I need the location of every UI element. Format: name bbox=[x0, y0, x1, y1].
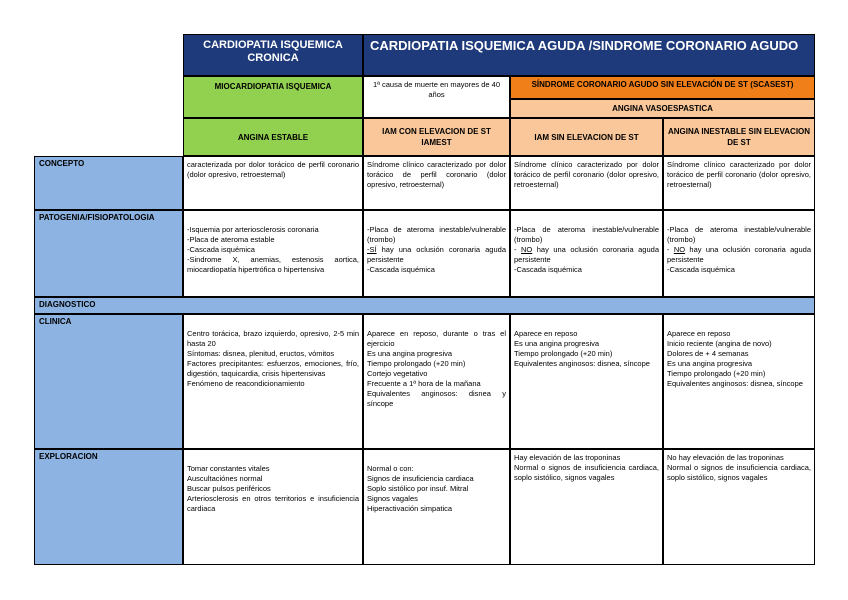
cell-line: -Cascada isquémica bbox=[187, 245, 255, 254]
cell-line: -Sindrome X, anemias, estenosis aortica, miocardiopatía hipertrófica o hipertensiva bbox=[187, 255, 359, 274]
row-label-clinica-text: CLINICA bbox=[39, 317, 72, 326]
header-causa-muerte-text: 1ª causa de muerte en mayores de 40 años bbox=[372, 80, 501, 99]
cell-text: - bbox=[514, 245, 521, 254]
cell-line: Normal o con: bbox=[367, 464, 414, 473]
cell-line: -Placa de ateroma inestable/vulnerable (trombo) bbox=[367, 225, 506, 244]
cell-text: Síndrome clínico caracterizado por dolor torácico de perfil coronario (dolor opresivo, retroesternal) bbox=[667, 160, 811, 189]
cell-line: Hiperactivación simpatica bbox=[367, 504, 453, 513]
cell-line: Fenómeno de reacondicionamiento bbox=[187, 379, 305, 388]
cell-line: Es una angina progresiva bbox=[514, 339, 600, 348]
col-angina-inestable bbox=[663, 118, 815, 156]
underlined-word: NO bbox=[673, 245, 686, 254]
row-label-clinica bbox=[34, 314, 183, 449]
cell-text: hay una oclusión coronaria aguda persistente bbox=[367, 245, 506, 264]
cell-line: Es una angina progresiva bbox=[667, 359, 753, 368]
comparison-table bbox=[34, 34, 815, 565]
cell-line: Frecuente a 1ª hora de la mañana bbox=[367, 379, 481, 388]
cell-text: caracterizada por dolor torácico de perfil coronario (dolor opresivo, retroesternal) bbox=[187, 160, 359, 179]
cell-text: hay una oclusión coronaria aguda persistente bbox=[667, 245, 811, 264]
row-label-diagnostico-text: DIAGNOSTICO bbox=[39, 300, 96, 309]
header-angina-vasoespastica bbox=[510, 99, 815, 118]
row-label-patogenia bbox=[34, 210, 183, 297]
cell-line: Equivalentes anginosos: disnea, síncope bbox=[667, 379, 803, 388]
cell-line: -Placa de ateroma inestable/vulnerable (trombo) bbox=[667, 225, 811, 244]
col-angina-estable-text: ANGINA ESTABLE bbox=[237, 132, 309, 142]
cell-text: Síndrome clínico caracterizado por dolor torácico de perfil coronario (dolor opresivo, retroesternal) bbox=[514, 160, 659, 189]
col-angina-estable bbox=[183, 118, 363, 156]
col-iam-sin bbox=[510, 118, 663, 156]
header-miocardiopatia-text: MIOCARDIOPATIA ISQUEMICA bbox=[214, 82, 332, 91]
cell-line: Aparece en reposo bbox=[514, 329, 578, 338]
header-causa-muerte bbox=[363, 76, 510, 118]
cell-line: Normal o signos de insuficiencia cardiaca, soplo sistólico, signos vagales bbox=[514, 463, 659, 482]
header-scasest-text: SÍNDROME CORONARIO AGUDO SIN ELEVACIÓN DE ST (SCASEST) bbox=[531, 80, 794, 89]
header-aguda-text: CARDIOPATIA ISQUEMICA AGUDA /SINDROME CORONARIO AGUDO bbox=[370, 38, 799, 53]
cell-line: Factores precipitantes: esfuerzos, emociones, frío, digestión, taquicardia, crisis hipertensivas bbox=[187, 359, 359, 378]
cell-line: Arteriosclerosis en otros territorios e insuficiencia cardiaca bbox=[187, 494, 359, 513]
cell-line: Es una angina progresiva bbox=[367, 349, 453, 358]
cell-line bbox=[667, 245, 811, 265]
cell-line: Tiempo prolongado (+20 min) bbox=[367, 359, 466, 368]
cell-exploracion-angina-inestable bbox=[663, 449, 815, 565]
cell-line: Cortejo vegetativo bbox=[367, 369, 428, 378]
cell-exploracion-iamest bbox=[363, 449, 510, 565]
cell-text: hay una oclusión coronaria aguda persistente bbox=[514, 245, 659, 264]
cell-line: Signos de insuficiencia cardiaca bbox=[367, 474, 474, 483]
row-label-concepto bbox=[34, 156, 183, 210]
cell-line: Aparece en reposo bbox=[667, 329, 731, 338]
cell-line: Buscar pulsos periféricos bbox=[187, 484, 271, 493]
cell-line: Hay elevación de las troponinas bbox=[514, 453, 621, 462]
header-scasest bbox=[510, 76, 815, 99]
cell-text: - bbox=[667, 245, 674, 254]
cell-line: -Placa de ateroma estable bbox=[187, 235, 275, 244]
cell-clinica-iam-sin bbox=[510, 314, 663, 449]
header-angina-vasoespastica-text: ANGINA VASOESPASTICA bbox=[612, 104, 713, 113]
row-label-exploracion bbox=[34, 449, 183, 565]
col-angina-inestable-text: ANGINA INESTABLE SIN ELEVACION DE ST bbox=[667, 127, 811, 147]
table-corner bbox=[34, 34, 183, 156]
cell-exploracion-iam-sin bbox=[510, 449, 663, 565]
cell-concepto-iamest bbox=[363, 156, 510, 210]
cell-line: Normal o signos de insuficiencia cardiaca, soplo sistólico, signos vagales bbox=[667, 463, 811, 482]
col-iam-sin-text: IAM SIN ELEVACION DE ST bbox=[534, 132, 639, 142]
cell-line: Aparece en reposo, durante o tras el ejercicio bbox=[367, 329, 506, 348]
cell-patogenia-iam-sin bbox=[510, 210, 663, 297]
row-label-diagnostico bbox=[34, 297, 815, 314]
cell-line: -Isquemia por arteriosclerosis coronaria bbox=[187, 225, 319, 234]
cell-patogenia-iamest bbox=[363, 210, 510, 297]
header-miocardiopatia bbox=[183, 76, 363, 118]
cell-line: Equivalentes anginosos: disnea y síncope bbox=[367, 389, 506, 408]
cell-line: Equivalentes anginosos: disnea, síncope bbox=[514, 359, 650, 368]
cell-patogenia-angina-estable bbox=[183, 210, 363, 297]
header-aguda bbox=[363, 34, 815, 76]
cell-line: Centro torácica, brazo izquierdo, opresivo, 2-5 min hasta 20 bbox=[187, 329, 359, 348]
cell-line: -Cascada isquémica bbox=[667, 265, 735, 274]
cell-line: Dolores de + 4 semanas bbox=[667, 349, 749, 358]
cell-line: Tomar constantes vitales bbox=[187, 464, 270, 473]
cell-line: -Placa de ateroma inestable/vulnerable (trombo) bbox=[514, 225, 659, 244]
cell-line: Auscultaciónes normal bbox=[187, 474, 263, 483]
row-label-patogenia-text: PATOGENIA/FISIOPATOLOGIA bbox=[39, 213, 155, 222]
cell-line: Soplo sistólico por insuf. Mitral bbox=[367, 484, 469, 493]
cell-line: Síntomas: disnea, plenitud, eructos, vómitos bbox=[187, 349, 335, 358]
cell-line: -Cascada isquémica bbox=[367, 265, 435, 274]
underlined-word: NO bbox=[521, 245, 533, 254]
cell-line: No hay elevación de las troponinas bbox=[667, 453, 784, 462]
cell-text: Síndrome clínico caracterizado por dolor torácico de perfil coronario (dolor opresivo, retroesternal) bbox=[367, 160, 506, 189]
cell-line: Inicio reciente (angina de novo) bbox=[667, 339, 772, 348]
cell-clinica-angina-inestable bbox=[663, 314, 815, 449]
cell-clinica-iamest bbox=[363, 314, 510, 449]
col-iamest bbox=[363, 118, 510, 156]
underlined-word: -SÍ bbox=[367, 245, 377, 254]
cell-line: -Cascada isquémica bbox=[514, 265, 582, 274]
row-label-exploracion-text: EXPLORACION bbox=[39, 452, 98, 461]
cell-concepto-iam-sin bbox=[510, 156, 663, 210]
cell-concepto-angina-estable bbox=[183, 156, 363, 210]
header-cronica-text: CARDIOPATIA ISQUEMICA CRONICA bbox=[203, 39, 343, 64]
cell-line bbox=[367, 245, 506, 265]
cell-line: Tiempo prolongado (+20 min) bbox=[667, 369, 766, 378]
header-cronica bbox=[183, 34, 363, 76]
cell-exploracion-angina-estable bbox=[183, 449, 363, 565]
cell-clinica-angina-estable bbox=[183, 314, 363, 449]
row-label-concepto-text: CONCEPTO bbox=[39, 159, 85, 168]
cell-patogenia-angina-inestable bbox=[663, 210, 815, 297]
cell-concepto-angina-inestable bbox=[663, 156, 815, 210]
cell-line bbox=[514, 245, 659, 265]
cell-line: Signos vagales bbox=[367, 494, 418, 503]
cell-line: Tiempo prolongado (+20 min) bbox=[514, 349, 613, 358]
col-iamest-text: IAM CON ELEVACION DE ST IAMEST bbox=[382, 127, 491, 147]
